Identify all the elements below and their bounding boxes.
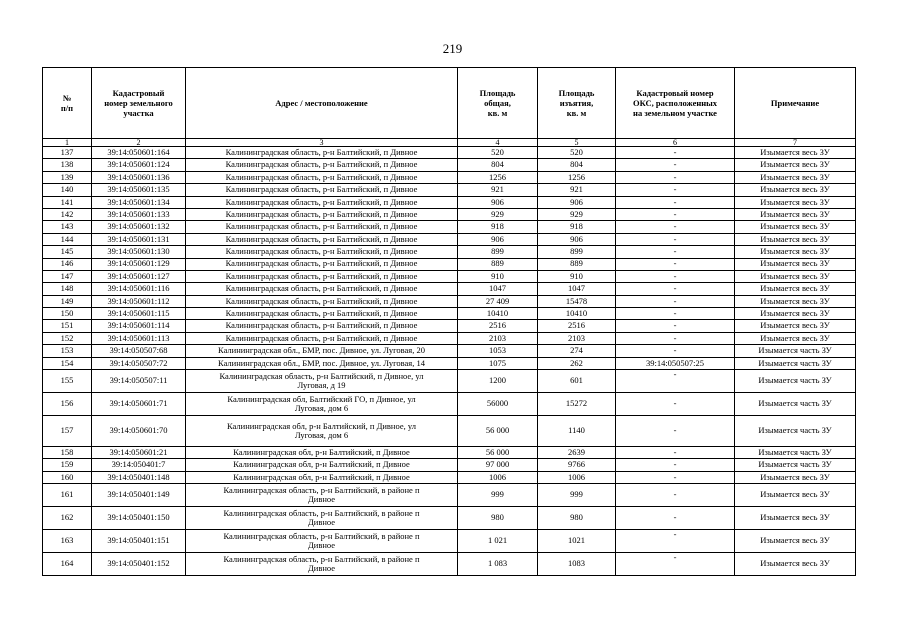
total-area: 1 021 <box>458 530 538 553</box>
note: Изымается часть ЗУ <box>735 416 856 447</box>
oks-number: - <box>616 447 735 459</box>
address-line: Калининградская обл, Балтийский ГО, п Дивное, ул <box>227 393 416 404</box>
taken-area: 906 <box>538 196 616 208</box>
oks-number: - <box>616 208 735 220</box>
taken-area: 262 <box>538 357 616 369</box>
address-line: Калининградская область, р-н Балтийский, п Дивное <box>225 246 418 257</box>
address <box>186 332 458 344</box>
taken-area: 15272 <box>538 393 616 416</box>
cadastral-number: 39:14:050601:124 <box>92 159 186 171</box>
cadastral-number: 39:14:050601:129 <box>92 258 186 270</box>
note: Изымается весь ЗУ <box>735 196 856 208</box>
column-number: 5 <box>538 139 616 147</box>
address-line: Калининградская область, р-н Балтийский, п Дивное <box>225 332 418 343</box>
address <box>186 530 458 553</box>
address <box>186 484 458 507</box>
taken-area: 1006 <box>538 471 616 483</box>
taken-area: 1021 <box>538 530 616 553</box>
cadastral-number: 39:14:050401:151 <box>92 530 186 553</box>
oks-number: - <box>616 320 735 332</box>
address <box>186 221 458 233</box>
cadastral-number: 39:14:050601:114 <box>92 320 186 332</box>
total-area: 520 <box>458 147 538 159</box>
address-line: Калининградская область, р-н Балтийский, в районе п <box>223 530 420 541</box>
taken-area: 2103 <box>538 332 616 344</box>
note: Изымается часть ЗУ <box>735 345 856 357</box>
page-number: 219 <box>442 41 463 56</box>
column-number: 3 <box>186 139 458 147</box>
column-numbers-row <box>43 139 856 147</box>
oks-number: - <box>616 270 735 282</box>
address <box>186 171 458 183</box>
cadastral-number: 39:14:050601:130 <box>92 246 186 258</box>
total-area: 2103 <box>458 332 538 344</box>
table-row <box>43 459 856 471</box>
address <box>186 159 458 171</box>
taken-area: 921 <box>538 184 616 196</box>
address <box>186 357 458 369</box>
taken-area: 899 <box>538 246 616 258</box>
note: Изымается весь ЗУ <box>735 484 856 507</box>
address <box>186 184 458 196</box>
row-number: 143 <box>43 221 92 233</box>
address-line: Калининградская обл, р-н Балтийский, п Дивное <box>233 471 410 482</box>
total-area: 56000 <box>458 393 538 416</box>
table-row <box>43 447 856 459</box>
address-line: Калининградская обл, р-н Балтийский, п Дивное <box>233 459 410 470</box>
header-total-area <box>458 68 538 139</box>
header-line: Адрес / местоположение <box>275 98 368 108</box>
header-note <box>735 68 856 139</box>
cadastral-number: 39:14:050507:68 <box>92 345 186 357</box>
oks-number: - <box>616 553 735 576</box>
address-line: Калининградская область, р-н Балтийский, п Дивное <box>225 320 418 331</box>
row-number: 158 <box>43 447 92 459</box>
row-number: 145 <box>43 246 92 258</box>
cadastral-number: 39:14:050401:152 <box>92 553 186 576</box>
address <box>186 147 458 159</box>
oks-number: - <box>616 147 735 159</box>
row-number: 162 <box>43 507 92 530</box>
total-area: 906 <box>458 233 538 245</box>
header-line: Кадастровый <box>112 88 165 98</box>
header-line: общая, <box>484 98 511 108</box>
row-number: 154 <box>43 357 92 369</box>
cadastral-number: 39:14:050601:127 <box>92 270 186 282</box>
address <box>186 233 458 245</box>
address-line: Калининградская область, р-н Балтийский, в районе п <box>223 553 420 564</box>
oks-number: - <box>616 184 735 196</box>
note: Изымается весь ЗУ <box>735 295 856 307</box>
address <box>186 258 458 270</box>
address <box>186 295 458 307</box>
header-line: № <box>62 93 72 103</box>
table-row <box>43 332 856 344</box>
taken-area: 274 <box>538 345 616 357</box>
table-row <box>43 530 856 553</box>
row-number: 157 <box>43 416 92 447</box>
oks-number: - <box>616 530 735 553</box>
oks-number: - <box>616 507 735 530</box>
column-number: 2 <box>92 139 186 147</box>
row-number: 163 <box>43 530 92 553</box>
row-number: 141 <box>43 196 92 208</box>
address <box>186 196 458 208</box>
cadastral-number: 39:14:050601:132 <box>92 221 186 233</box>
address <box>186 208 458 220</box>
column-number: 4 <box>458 139 538 147</box>
table-row <box>43 357 856 369</box>
total-area: 906 <box>458 196 538 208</box>
table-row <box>43 345 856 357</box>
cadastral-number: 39:14:050601:21 <box>92 447 186 459</box>
address <box>186 270 458 282</box>
total-area: 910 <box>458 270 538 282</box>
table-row <box>43 159 856 171</box>
table-row <box>43 484 856 507</box>
total-area: 929 <box>458 208 538 220</box>
row-number: 151 <box>43 320 92 332</box>
oks-number: - <box>616 459 735 471</box>
taken-area: 10410 <box>538 308 616 320</box>
row-number: 142 <box>43 208 92 220</box>
table-row <box>43 208 856 220</box>
address-line: Калининградская область, р-н Балтийский, п Дивное <box>225 221 418 232</box>
address-line: Дивное <box>307 540 336 551</box>
header-line: кв. м <box>566 108 587 118</box>
table-row <box>43 393 856 416</box>
taken-area: 980 <box>538 507 616 530</box>
total-area: 889 <box>458 258 538 270</box>
row-number: 139 <box>43 171 92 183</box>
oks-number: - <box>616 393 735 416</box>
header-line: Площадь <box>558 88 595 98</box>
address-line: Калининградская обл, р-н Балтийский, п Дивное <box>233 446 410 457</box>
taken-area: 601 <box>538 370 616 393</box>
address <box>186 345 458 357</box>
row-number: 144 <box>43 233 92 245</box>
address-line: Калининградская область, р-н Балтийский, п Дивное <box>225 283 418 294</box>
taken-area: 906 <box>538 233 616 245</box>
oks-number: - <box>616 345 735 357</box>
address <box>186 283 458 295</box>
cadastral-number: 39:14:050507:72 <box>92 357 186 369</box>
address <box>186 308 458 320</box>
taken-area: 1256 <box>538 171 616 183</box>
address-line: Дивное <box>307 517 336 528</box>
land-plots-table <box>42 67 856 576</box>
table-row <box>43 320 856 332</box>
column-number: 1 <box>43 139 92 147</box>
row-number: 156 <box>43 393 92 416</box>
cadastral-number: 39:14:050601:116 <box>92 283 186 295</box>
address <box>186 507 458 530</box>
cadastral-number: 39:14:050601:136 <box>92 171 186 183</box>
note: Изымается часть ЗУ <box>735 393 856 416</box>
address-line: Калининградская область, р-н Балтийский, п Дивное <box>225 233 418 244</box>
total-area: 918 <box>458 221 538 233</box>
taken-area: 9766 <box>538 459 616 471</box>
header-line: п/п <box>60 103 74 113</box>
cadastral-number: 39:14:050601:164 <box>92 147 186 159</box>
taken-area: 1140 <box>538 416 616 447</box>
oks-number: - <box>616 171 735 183</box>
cadastral-number: 39:14:050601:113 <box>92 332 186 344</box>
total-area: 97 000 <box>458 459 538 471</box>
oks-number: - <box>616 308 735 320</box>
table-row <box>43 270 856 282</box>
header-line: участка <box>123 108 154 118</box>
row-number: 152 <box>43 332 92 344</box>
address-line: Калининградская область, р-н Балтийский, п Дивное <box>225 308 418 319</box>
total-area: 1047 <box>458 283 538 295</box>
note: Изымается весь ЗУ <box>735 221 856 233</box>
note: Изымается весь ЗУ <box>735 530 856 553</box>
address-line: Дивное <box>307 563 336 574</box>
address <box>186 393 458 416</box>
row-number: 147 <box>43 270 92 282</box>
note: Изымается весь ЗУ <box>735 159 856 171</box>
row-number: 148 <box>43 283 92 295</box>
total-area: 1075 <box>458 357 538 369</box>
note: Изымается весь ЗУ <box>735 332 856 344</box>
oks-number: 39:14:050507:25 <box>616 357 735 369</box>
cadastral-number: 39:14:050601:131 <box>92 233 186 245</box>
oks-number: - <box>616 471 735 483</box>
header-number <box>43 68 92 139</box>
oks-number: - <box>616 221 735 233</box>
address-line: Калининградская область, р-н Балтийский, п Дивное <box>225 171 418 182</box>
address-line: Калининградская область, р-н Балтийский, п Дивное, ул <box>219 370 424 381</box>
address-line: Калининградская обл, р-н Балтийский, п Дивное, ул <box>227 420 416 431</box>
address-line: Луговая, дом 6 <box>294 430 349 441</box>
oks-number: - <box>616 416 735 447</box>
table-row <box>43 233 856 245</box>
oks-number: - <box>616 246 735 258</box>
total-area: 921 <box>458 184 538 196</box>
total-area: 1053 <box>458 345 538 357</box>
total-area: 1006 <box>458 471 538 483</box>
address <box>186 553 458 576</box>
total-area: 10410 <box>458 308 538 320</box>
column-number: 7 <box>735 139 856 147</box>
oks-number: - <box>616 233 735 245</box>
table-row <box>43 171 856 183</box>
address <box>186 447 458 459</box>
address-line: Калининградская область, р-н Балтийский, п Дивное <box>225 146 418 157</box>
note: Изымается весь ЗУ <box>735 208 856 220</box>
header-line: ОКС, расположенных <box>632 98 718 108</box>
row-number: 161 <box>43 484 92 507</box>
note: Изымается весь ЗУ <box>735 147 856 159</box>
table-row <box>43 308 856 320</box>
address-line: Калининградская область, р-н Балтийский, п Дивное <box>225 295 418 306</box>
row-number: 160 <box>43 471 92 483</box>
address-line: Калининградская область, р-н Балтийский, п Дивное <box>225 196 418 207</box>
address <box>186 320 458 332</box>
address-line: Калининградская область, р-н Балтийский, п Дивное <box>225 270 418 281</box>
taken-area: 15478 <box>538 295 616 307</box>
oks-number: - <box>616 295 735 307</box>
note: Изымается весь ЗУ <box>735 507 856 530</box>
note: Изымается весь ЗУ <box>735 308 856 320</box>
taken-area: 918 <box>538 221 616 233</box>
note: Изымается часть ЗУ <box>735 447 856 459</box>
table-row <box>43 221 856 233</box>
table-body <box>43 147 856 576</box>
row-number: 159 <box>43 459 92 471</box>
oks-number: - <box>616 332 735 344</box>
taken-area: 2516 <box>538 320 616 332</box>
table-row <box>43 295 856 307</box>
cadastral-number: 39:14:050401:148 <box>92 471 186 483</box>
address-line: Калининградская область, р-н Балтийский, в районе п <box>223 484 420 495</box>
table-row <box>43 246 856 258</box>
address-line: Луговая, д 19 <box>297 380 346 391</box>
table-row <box>43 184 856 196</box>
total-area: 56 000 <box>458 416 538 447</box>
taken-area: 889 <box>538 258 616 270</box>
total-area: 804 <box>458 159 538 171</box>
taken-area: 1083 <box>538 553 616 576</box>
row-number: 153 <box>43 345 92 357</box>
note: Изымается часть ЗУ <box>735 370 856 393</box>
note: Изымается часть ЗУ <box>735 459 856 471</box>
total-area: 899 <box>458 246 538 258</box>
oks-number: - <box>616 196 735 208</box>
row-number: 138 <box>43 159 92 171</box>
taken-area: 929 <box>538 208 616 220</box>
table-row <box>43 471 856 483</box>
address-line: Луговая, дом 6 <box>294 403 349 414</box>
address-line: Калининградская область, р-н Балтийский, п Дивное <box>225 184 418 195</box>
table-row <box>43 416 856 447</box>
header-taken-area <box>538 68 616 139</box>
note: Изымается весь ЗУ <box>735 246 856 258</box>
row-number: 155 <box>43 370 92 393</box>
table-row <box>43 258 856 270</box>
header-line: Кадастровый номер <box>636 88 714 98</box>
cadastral-number: 39:14:050401:7 <box>92 459 186 471</box>
address <box>186 370 458 393</box>
header-line: на земельном участке <box>633 108 717 118</box>
cadastral-number: 39:14:050601:112 <box>92 295 186 307</box>
taken-area: 804 <box>538 159 616 171</box>
table-row <box>43 196 856 208</box>
address <box>186 246 458 258</box>
cadastral-number: 39:14:050401:149 <box>92 484 186 507</box>
table-row <box>43 370 856 393</box>
column-number: 6 <box>616 139 735 147</box>
address-line: Калининградская обл., БМР, пос. Дивное, ул. Луговая, 14 <box>218 357 425 368</box>
cadastral-number: 39:14:050507:11 <box>92 370 186 393</box>
total-area: 56 000 <box>458 447 538 459</box>
row-number: 164 <box>43 553 92 576</box>
total-area: 27 409 <box>458 295 538 307</box>
note: Изымается весь ЗУ <box>735 258 856 270</box>
header-oks-number <box>616 68 735 139</box>
total-area: 999 <box>458 484 538 507</box>
address-line: Калининградская обл., БМР, пос. Дивное, ул. Луговая, 20 <box>218 345 425 356</box>
oks-number: - <box>616 159 735 171</box>
address <box>186 459 458 471</box>
address-line: Дивное <box>307 494 336 505</box>
header-line: номер земельного <box>104 98 173 108</box>
table-row <box>43 553 856 576</box>
row-number: 149 <box>43 295 92 307</box>
cadastral-number: 39:14:050401:150 <box>92 507 186 530</box>
oks-number: - <box>616 258 735 270</box>
address-line: Калининградская область, р-н Балтийский, в районе п <box>223 507 420 518</box>
note: Изымается весь ЗУ <box>735 270 856 282</box>
row-number: 146 <box>43 258 92 270</box>
address-line: Калининградская область, р-н Балтийский, п Дивное <box>225 159 418 170</box>
address-line: Калининградская область, р-н Балтийский, п Дивное <box>225 258 418 269</box>
cadastral-number: 39:14:050601:71 <box>92 393 186 416</box>
note: Изымается весь ЗУ <box>735 553 856 576</box>
note: Изымается весь ЗУ <box>735 471 856 483</box>
note: Изымается весь ЗУ <box>735 233 856 245</box>
header-cadastral-number <box>92 68 186 139</box>
table-row <box>43 283 856 295</box>
note: Изымается весь ЗУ <box>735 283 856 295</box>
address-line: Калининградская область, р-н Балтийский, п Дивное <box>225 208 418 219</box>
cadastral-number: 39:14:050601:115 <box>92 308 186 320</box>
table-row <box>43 507 856 530</box>
cadastral-number: 39:14:050601:133 <box>92 208 186 220</box>
note: Изымается весь ЗУ <box>735 171 856 183</box>
total-area: 2516 <box>458 320 538 332</box>
total-area: 1200 <box>458 370 538 393</box>
cadastral-number: 39:14:050601:70 <box>92 416 186 447</box>
taken-area: 2639 <box>538 447 616 459</box>
total-area: 1 083 <box>458 553 538 576</box>
row-number: 150 <box>43 308 92 320</box>
header-line: Примечание <box>770 98 820 108</box>
header-line: Площадь <box>479 88 516 98</box>
total-area: 980 <box>458 507 538 530</box>
note: Изымается часть ЗУ <box>735 357 856 369</box>
taken-area: 520 <box>538 147 616 159</box>
note: Изымается весь ЗУ <box>735 320 856 332</box>
cadastral-number: 39:14:050601:134 <box>92 196 186 208</box>
table-row <box>43 147 856 159</box>
address <box>186 471 458 483</box>
row-number: 140 <box>43 184 92 196</box>
oks-number: - <box>616 484 735 507</box>
header-address <box>186 68 458 139</box>
cadastral-number: 39:14:050601:135 <box>92 184 186 196</box>
row-number: 137 <box>43 147 92 159</box>
header-line: кв. м <box>487 108 508 118</box>
oks-number: - <box>616 370 735 393</box>
taken-area: 999 <box>538 484 616 507</box>
header-line: изъятия, <box>559 98 594 108</box>
table-header-row <box>43 68 856 139</box>
note: Изымается весь ЗУ <box>735 184 856 196</box>
taken-area: 1047 <box>538 283 616 295</box>
total-area: 1256 <box>458 171 538 183</box>
oks-number: - <box>616 283 735 295</box>
address <box>186 416 458 447</box>
taken-area: 910 <box>538 270 616 282</box>
